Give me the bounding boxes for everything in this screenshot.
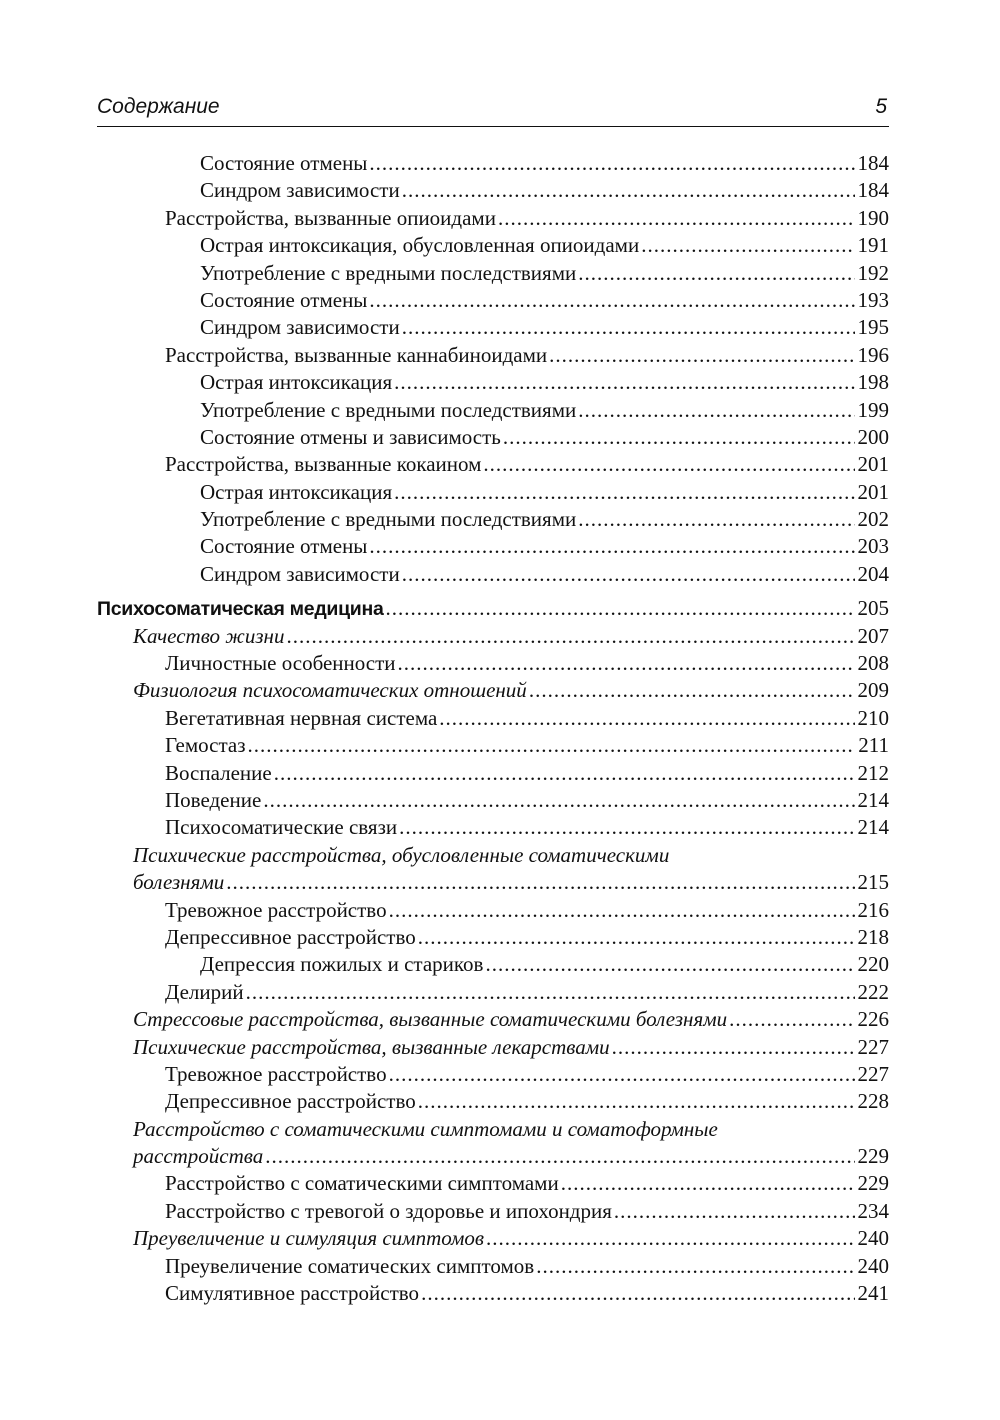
dot-leader [503,424,855,451]
toc-entry-label: Психические расстройства, вызванные лекарствами [133,1034,610,1059]
toc-entry-label: Синдром зависимости [200,315,400,340]
toc-entry-row [165,1170,889,1197]
toc-entry-label: Расстройство с тревогой о здоровье и ипохондрия [165,1198,612,1223]
dot-leader [578,397,854,424]
dot-leader [439,705,854,732]
toc-entry-page: 212 [857,760,889,785]
toc-entry-label: Личностные особенности [165,651,396,676]
toc-entry[interactable] [97,369,889,396]
toc-entry-page: 205 [857,596,889,621]
toc-entry-row [165,924,889,951]
toc-entry-label: Гемостаз [165,733,246,758]
toc-entry[interactable] [97,787,889,814]
toc-entry-page: 226 [857,1007,889,1032]
toc-entry-label: Острая интоксикация [200,370,393,395]
toc-entry-label: Депрессивное расстройство [165,1089,416,1114]
toc-entry-row [165,1198,889,1225]
toc-entry-label: Вегетативная нервная система [165,705,438,730]
dot-leader [578,260,854,287]
dot-leader [418,1088,855,1115]
dot-leader [498,205,855,232]
toc-entry-label: Синдром зависимости [200,561,400,586]
toc-entry-page: 204 [857,561,889,586]
toc-entry-label: Депрессивное расстройство [165,924,416,949]
dot-leader [402,177,855,204]
toc-entry[interactable] [97,506,889,533]
toc-entry-label-line1: Расстройство с соматическими симптомами и соматоформные [133,1116,718,1141]
toc-entry-label: Расстройства, вызванные кокаином [165,452,482,477]
toc-entry-label: Употребление с вредными последствиями [200,260,577,285]
toc-entry-row [165,705,889,732]
toc-entry[interactable] [97,1280,889,1307]
toc-entry[interactable] [97,314,889,341]
toc-entry-label: Воспаление [165,760,272,785]
toc-entry-row [133,677,889,704]
toc-entry[interactable] [97,232,889,259]
toc-entry-label: болезнями [133,870,225,895]
toc-entry-row [200,506,889,533]
toc-entry-row [97,595,889,623]
table-of-contents [97,150,889,1307]
dot-leader [389,1061,855,1088]
toc-entry-page: 222 [857,979,889,1004]
toc-entry-label: Тревожное расстройство [165,1061,387,1086]
toc-entry[interactable] [97,177,889,204]
toc-entry-row [200,232,889,259]
toc-entry[interactable] [97,1253,889,1280]
dot-leader [549,342,854,369]
toc-entry-label: Состояние отмены [200,151,368,175]
toc-entry[interactable] [97,479,889,506]
toc-entry[interactable] [97,1061,889,1088]
toc-entry[interactable] [97,897,889,924]
dot-leader [389,897,855,924]
toc-entry-row [165,650,889,677]
toc-entry-page: 184 [857,151,889,175]
dot-leader [402,561,855,588]
toc-entry-page: 241 [857,1281,889,1306]
toc-entry-page: 192 [857,260,889,285]
toc-entry-page: 201 [857,452,889,477]
dot-leader [265,1143,854,1170]
dot-leader [248,732,856,759]
toc-entry-page: 199 [857,397,889,422]
toc-entry-label: Физиология психосоматических отношений [133,678,527,703]
toc-entry-page: 203 [857,534,889,559]
dot-leader [578,506,854,533]
toc-entry[interactable] [97,650,889,677]
toc-entry-page: 193 [857,287,889,312]
toc-entry-page: 195 [857,315,889,340]
toc-entry[interactable] [97,623,889,650]
toc-entry-label: Состояние отмены и зависимость [200,424,501,449]
toc-entry-row [165,732,889,759]
running-header-title: Содержание [97,95,220,118]
dot-leader [399,814,854,841]
toc-entry-page: 200 [857,424,889,449]
dot-leader [421,1280,854,1307]
toc-entry[interactable] [97,924,889,951]
toc-entry-row [200,260,889,287]
toc-entry[interactable] [97,150,889,177]
dot-leader [483,451,854,478]
toc-entry-label: Употребление с вредными последствиями [200,397,577,422]
toc-entry-row [165,1280,889,1307]
toc-entry[interactable] [97,705,889,732]
dot-leader [486,1225,855,1252]
toc-entry[interactable] [97,342,889,369]
dot-leader [641,232,854,259]
toc-entry[interactable] [97,814,889,841]
dot-leader [561,1170,855,1197]
toc-entry-label: Острая интоксикация, обусловленная опиоидами [200,233,640,258]
toc-entry-row [200,424,889,451]
toc-entry-row [133,1034,889,1061]
toc-entry[interactable] [97,424,889,451]
toc-entry-row [165,787,889,814]
page-header [97,92,889,127]
toc-entry[interactable] [97,842,889,897]
toc-entry-label: Симулятивное расстройство [165,1281,420,1306]
dot-leader [418,924,855,951]
toc-entry-row [133,1225,889,1252]
toc-entry[interactable] [97,561,889,588]
toc-entry[interactable] [97,1116,889,1171]
toc-entry[interactable] [97,1198,889,1225]
toc-entry-page: 198 [857,370,889,395]
dot-leader [536,1253,854,1280]
toc-entry-page: 227 [857,1034,889,1059]
dot-leader [394,479,854,506]
toc-entry[interactable] [97,760,889,787]
dot-leader [394,369,854,396]
toc-entry-page: 227 [857,1061,889,1086]
toc-entry-page: 218 [857,924,889,949]
dot-leader [402,314,855,341]
dot-leader [369,533,854,560]
toc-entry-page: 201 [857,479,889,504]
dot-leader [226,869,854,896]
toc-entry-label: Психосоматическая медицина [97,598,384,621]
toc-entry-label: Депрессия пожилых и стариков [200,952,484,977]
toc-entry-label: Качество жизни [133,623,285,648]
toc-entry-row [200,561,889,588]
toc-entry[interactable] [97,1034,889,1061]
toc-entry-row [165,451,889,478]
toc-entry-label: Синдром зависимости [200,178,400,203]
dot-leader [369,287,854,314]
toc-entry-page: 234 [857,1198,889,1223]
dot-leader [398,650,855,677]
toc-entry[interactable] [97,205,889,232]
toc-entry-row [200,951,889,978]
dot-leader [369,150,854,177]
toc-entry-label: расстройства [133,1144,264,1169]
toc-entry-page: 215 [857,870,889,895]
toc-entry-row [200,314,889,341]
toc-entry-page: 211 [858,733,889,758]
toc-entry[interactable] [97,1170,889,1197]
toc-entry-page: 229 [857,1144,889,1169]
dot-leader [386,595,855,622]
dot-leader [612,1034,855,1061]
toc-entry-label: Употребление с вредными последствиями [200,507,577,532]
toc-entry-page: 208 [857,651,889,676]
toc-entry[interactable] [97,979,889,1006]
toc-entry[interactable] [97,595,889,622]
toc-entry-page: 216 [857,897,889,922]
toc-entry-label: Делирий [165,979,244,1004]
page-number: 5 [875,95,887,118]
toc-entry-row [165,342,889,369]
toc-entry[interactable] [97,951,889,978]
dot-leader [485,951,854,978]
toc-entry-label: Расстройство с соматическими симптомами [165,1171,559,1196]
dot-leader [729,1006,854,1033]
toc-entry-row [200,369,889,396]
toc-entry-row [165,760,889,787]
toc-entry-row [133,1143,889,1170]
toc-entry-row [133,869,889,896]
toc-entry-label: Расстройства, вызванные опиоидами [165,205,496,230]
toc-entry-label: Состояние отмены [200,534,368,559]
toc-entry-label: Преувеличение соматических симптомов [165,1253,535,1278]
toc-entry[interactable] [97,451,889,478]
toc-entry-label: Тревожное расстройство [165,897,387,922]
toc-entry-page: 191 [857,233,889,258]
toc-entry-row [200,150,889,177]
toc-entry-page: 207 [857,623,889,648]
toc-entry[interactable] [97,1088,889,1115]
toc-entry[interactable] [97,677,889,704]
toc-entry-label-line1: Психические расстройства, обусловленные соматическими [133,842,670,867]
toc-entry-page: 209 [857,678,889,703]
toc-entry-page: 220 [857,952,889,977]
toc-entry-label: Расстройства, вызванные каннабиноидами [165,342,548,367]
toc-entry-row [165,814,889,841]
toc-entry-page: 214 [857,815,889,840]
toc-entry-label: Стрессовые расстройства, вызванные соматическими болезнями [133,1007,728,1032]
toc-entry-page: 196 [857,342,889,367]
toc-entry-page: 190 [857,205,889,230]
toc-entry[interactable] [97,260,889,287]
toc-entry-page: 240 [857,1253,889,1278]
toc-entry-row [200,533,889,560]
toc-entry-label: Поведение [165,787,262,812]
dot-leader [286,623,854,650]
dot-leader [274,760,855,787]
toc-entry-row [200,479,889,506]
toc-entry-label: Психосоматические связи [165,815,398,840]
toc-entry-row [165,1253,889,1280]
toc-entry[interactable] [97,533,889,560]
toc-entry[interactable] [97,397,889,424]
toc-entry-row [165,205,889,232]
dot-leader [614,1198,855,1225]
toc-entry-row [165,979,889,1006]
toc-entry[interactable] [97,1006,889,1033]
toc-entry[interactable] [97,287,889,314]
toc-entry-label: Преувеличение и симуляция симптомов [133,1226,484,1251]
toc-entry-row [200,177,889,204]
toc-entry-row [165,1088,889,1115]
toc-entry-page: 214 [857,787,889,812]
toc-entry[interactable] [97,1225,889,1252]
toc-entry-page: 240 [857,1226,889,1251]
toc-entry-row [133,623,889,650]
toc-entry-label: Острая интоксикация [200,479,393,504]
toc-entry-row [133,1006,889,1033]
toc-entry-label: Состояние отмены [200,287,368,312]
toc-entry-page: 228 [857,1089,889,1114]
dot-leader [246,979,855,1006]
toc-entry-row [165,1061,889,1088]
dot-leader [529,677,855,704]
toc-entry-row [165,897,889,924]
toc-entry[interactable] [97,732,889,759]
dot-leader [263,787,854,814]
toc-entry-row [200,397,889,424]
toc-entry-page: 210 [857,705,889,730]
toc-entry-page: 202 [857,507,889,532]
toc-entry-page: 229 [857,1171,889,1196]
toc-entry-page: 184 [857,178,889,203]
toc-entry-row [200,287,889,314]
